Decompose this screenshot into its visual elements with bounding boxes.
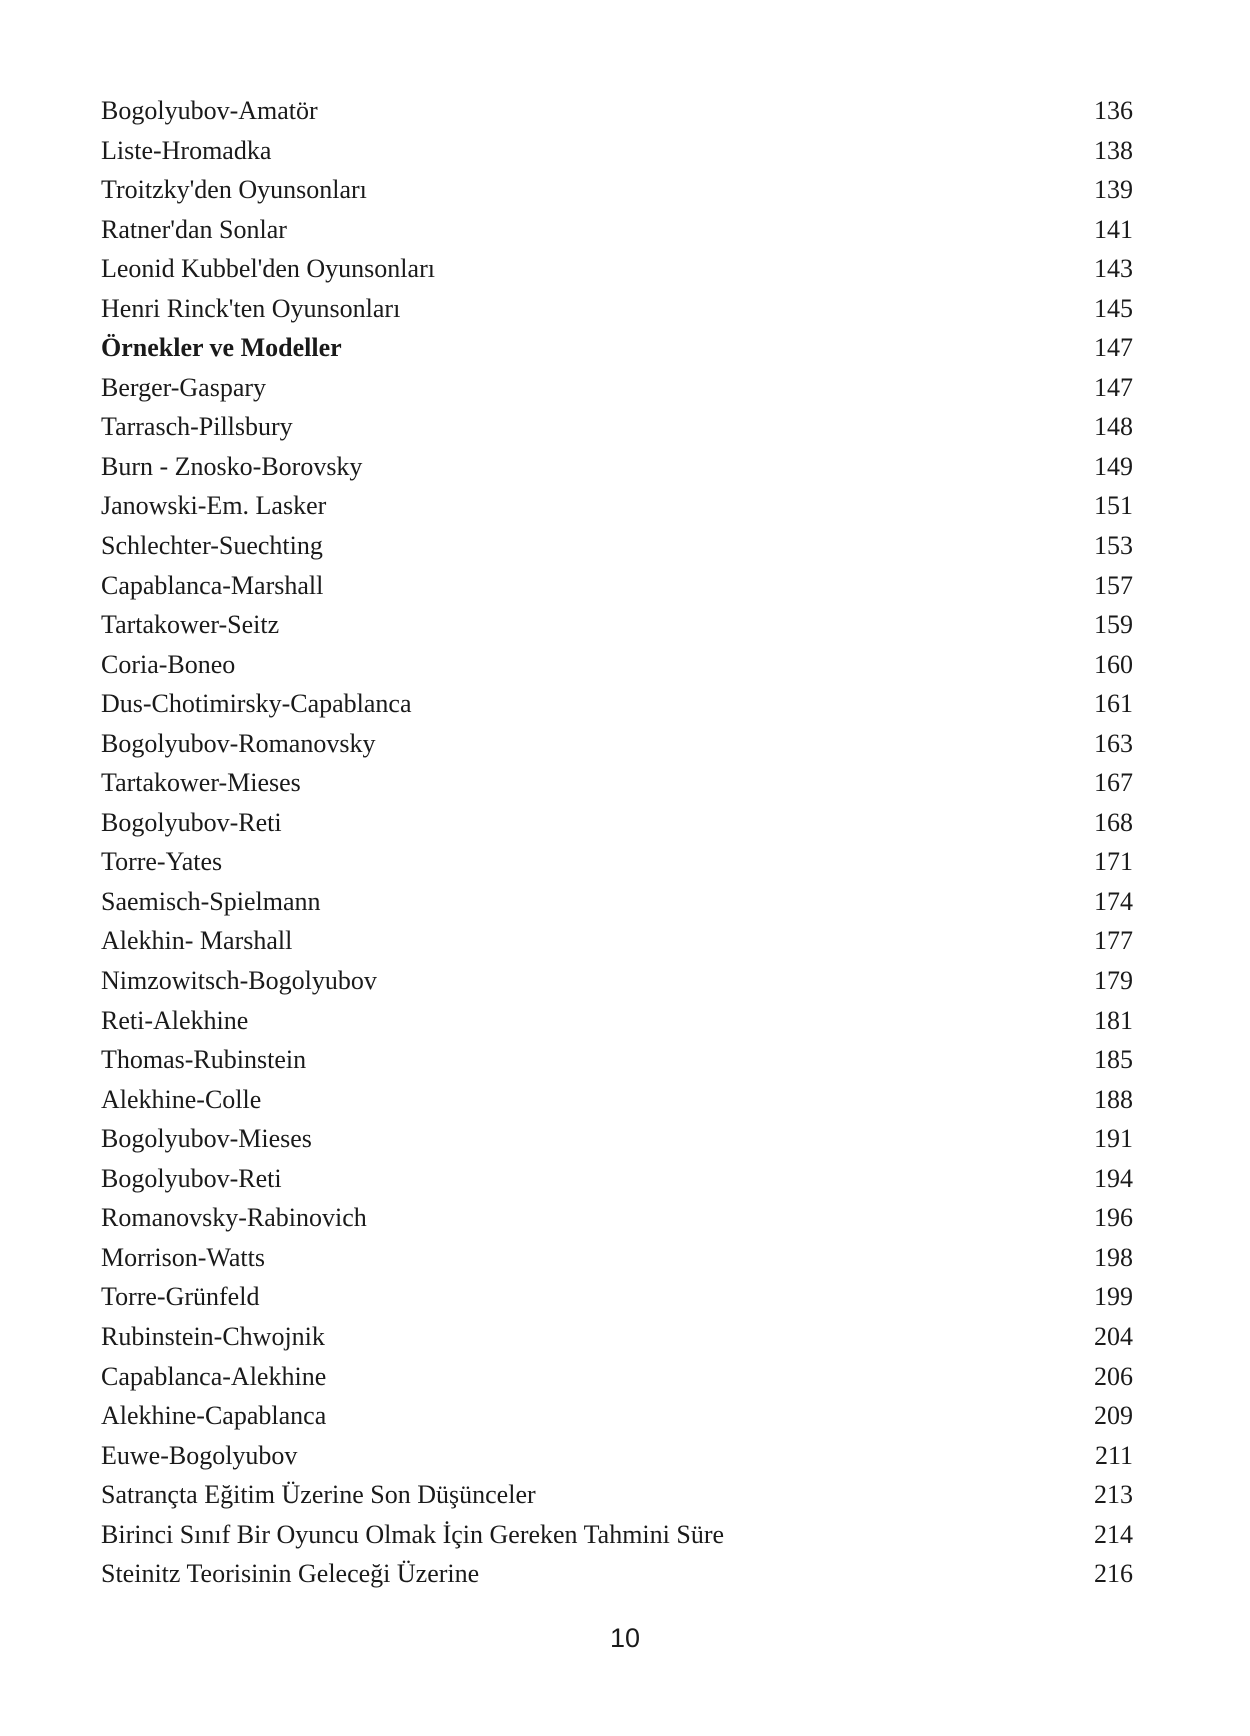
toc-entry-page: 213 <box>1094 1480 1133 1510</box>
toc-entry-title: Troitzky'den Oyunsonları <box>101 175 367 205</box>
toc-entry-page: 145 <box>1094 293 1133 323</box>
toc-entry-page: 143 <box>1094 254 1133 284</box>
toc-entry-title: Morrison-Watts <box>101 1242 265 1272</box>
toc-entry-page: 153 <box>1094 531 1133 561</box>
toc-entry-page: 196 <box>1094 1203 1133 1233</box>
toc-entry <box>101 803 1133 843</box>
toc-entry-title: Saemisch-Spielmann <box>101 886 321 916</box>
toc-entry-page: 211 <box>1094 1440 1133 1470</box>
toc-entry <box>101 249 1133 289</box>
toc-entry-title: Henri Rinck'ten Oyunsonları <box>101 293 401 323</box>
toc-entry <box>101 605 1133 645</box>
toc-entry <box>101 131 1133 171</box>
toc-entry <box>101 1119 1133 1159</box>
toc-entry-title: Reti-Alekhine <box>101 1005 249 1035</box>
toc-entry <box>101 882 1133 922</box>
toc-entry-title: Alekhin- Marshall <box>101 926 293 956</box>
toc-entry-page: 191 <box>1094 1124 1133 1154</box>
toc-entry-page: 141 <box>1094 214 1133 244</box>
toc-entry-title: Liste-Hromadka <box>101 135 272 165</box>
toc-entry-title: Tartakower-Seitz <box>101 610 280 640</box>
toc-entry-page: 171 <box>1094 847 1133 877</box>
toc-entry-title: Janowski-Em. Lasker <box>101 491 327 521</box>
toc-entry-title: Euwe-Bogolyubov <box>101 1440 298 1470</box>
toc-entry-page: 168 <box>1094 807 1133 837</box>
toc-entry <box>101 447 1133 487</box>
toc-entry-title: Dus-Chotimirsky-Capablanca <box>101 689 412 719</box>
toc-entry-page: 206 <box>1094 1361 1133 1391</box>
toc-entry-page: 160 <box>1094 649 1133 679</box>
toc-entry-page: 177 <box>1094 926 1133 956</box>
toc-entry <box>101 1040 1133 1080</box>
toc-section-heading <box>101 328 1133 368</box>
toc-entry <box>101 91 1133 131</box>
toc-entry-page: 167 <box>1094 768 1133 798</box>
toc-entry-page: 204 <box>1094 1321 1133 1351</box>
toc-entry-page: 199 <box>1094 1282 1133 1312</box>
toc-entry-page: 163 <box>1094 728 1133 758</box>
toc-entry <box>101 961 1133 1001</box>
toc-entry-page: 136 <box>1094 96 1133 125</box>
toc-entry <box>101 1238 1133 1278</box>
toc-entry-page: 157 <box>1094 570 1133 600</box>
toc-entry-page: 147 <box>1094 333 1133 363</box>
toc-entry <box>101 1396 1133 1436</box>
toc-entry-page: 139 <box>1094 175 1133 205</box>
toc-entry-title: Bogolyubov-Reti <box>101 1163 282 1193</box>
toc-entry-title: Capablanca-Marshall <box>101 570 324 600</box>
toc-entry-title: Tarrasch-Pillsbury <box>101 412 293 442</box>
toc-entry-title: Steinitz Teorisinin Geleceği Üzerine <box>101 1559 480 1589</box>
toc-entry-title: Torre-Grünfeld <box>101 1282 260 1312</box>
toc-entry <box>101 210 1133 250</box>
toc-entry <box>101 1357 1133 1397</box>
toc-entry-title: Schlechter-Suechting <box>101 531 323 561</box>
toc-entry-title: Birinci Sınıf Bir Oyuncu Olmak İçin Gereken Tahmini Süre <box>101 1519 725 1549</box>
toc-entry <box>101 486 1133 526</box>
toc-entry-page: 147 <box>1094 372 1133 402</box>
toc-entry <box>101 842 1133 882</box>
toc-entry-page: 138 <box>1094 135 1133 165</box>
toc-entry <box>101 763 1133 803</box>
toc-entry-page: 161 <box>1094 689 1133 719</box>
toc-entry-title: Coria-Boneo <box>101 649 236 679</box>
toc-entry-page: 216 <box>1094 1559 1133 1589</box>
toc-entry <box>101 921 1133 961</box>
toc-entry <box>101 1277 1133 1317</box>
toc-entry-page: 149 <box>1094 451 1133 481</box>
toc-entry <box>101 1159 1133 1199</box>
toc-entry <box>101 1436 1133 1476</box>
toc-entry-title: Rubinstein-Chwojnik <box>101 1321 325 1351</box>
toc-entry-title: Capablanca-Alekhine <box>101 1361 327 1391</box>
toc-entry-title: Romanovsky-Rabinovich <box>101 1203 367 1233</box>
toc-entry-title: Bogolyubov-Amatör <box>101 96 318 125</box>
toc-entry-title: Ratner'dan Sonlar <box>101 214 287 244</box>
toc-entry-page: 194 <box>1094 1163 1133 1193</box>
toc-entry-page: 209 <box>1094 1401 1133 1431</box>
toc-entry-page: 174 <box>1094 886 1133 916</box>
toc-entry <box>101 684 1133 724</box>
toc-entry-title: Bogolyubov-Romanovsky <box>101 728 376 758</box>
page-number: 10 <box>609 1623 641 1653</box>
toc-entry-title: Leonid Kubbel'den Oyunsonları <box>101 254 435 284</box>
toc-entry-title: Burn - Znosko-Borovsky <box>101 451 363 481</box>
toc-entry-title: Torre-Yates <box>101 847 223 877</box>
toc-entry <box>101 724 1133 764</box>
toc-entry-page: 151 <box>1094 491 1133 521</box>
toc-entry <box>101 368 1133 408</box>
toc-entry-page: 179 <box>1094 966 1133 996</box>
toc-entry-page: 188 <box>1094 1084 1133 1114</box>
toc-entry-page: 185 <box>1094 1045 1133 1075</box>
toc-entry-title: Bogolyubov-Mieses <box>101 1124 312 1154</box>
toc-entry-title: Bogolyubov-Reti <box>101 807 282 837</box>
toc-entry-title: Thomas-Rubinstein <box>101 1045 307 1075</box>
toc-entry <box>101 1080 1133 1120</box>
toc-entry <box>101 407 1133 447</box>
toc-entry <box>101 526 1133 566</box>
toc-entry <box>101 1515 1133 1555</box>
toc-entry <box>101 645 1133 685</box>
toc-entry <box>101 1554 1133 1594</box>
toc-entry-title: Satrançta Eğitim Üzerine Son Düşünceler <box>101 1480 536 1510</box>
toc-entry <box>101 289 1133 329</box>
toc-entry-page: 148 <box>1094 412 1133 442</box>
toc-entry-title: Alekhine-Colle <box>101 1084 262 1114</box>
toc-entry <box>101 1475 1133 1515</box>
toc-entry <box>101 566 1133 606</box>
toc-entry-title: Tartakower-Mieses <box>101 768 301 798</box>
toc-entry <box>101 1198 1133 1238</box>
table-of-contents <box>101 91 1133 1594</box>
toc-entry-title: Alekhine-Capablanca <box>101 1401 327 1431</box>
toc-entry <box>101 1001 1133 1041</box>
toc-entry-title: Örnekler ve Modeller <box>101 333 342 363</box>
toc-entry <box>101 1317 1133 1357</box>
toc-entry-title: Berger-Gaspary <box>101 372 267 402</box>
toc-entry-page: 159 <box>1094 610 1133 640</box>
toc-entry-page: 214 <box>1094 1519 1133 1549</box>
toc-entry <box>101 170 1133 210</box>
toc-entry-title: Nimzowitsch-Bogolyubov <box>101 966 377 996</box>
toc-entry-page: 181 <box>1094 1005 1133 1035</box>
toc-entry-page: 198 <box>1094 1242 1133 1272</box>
